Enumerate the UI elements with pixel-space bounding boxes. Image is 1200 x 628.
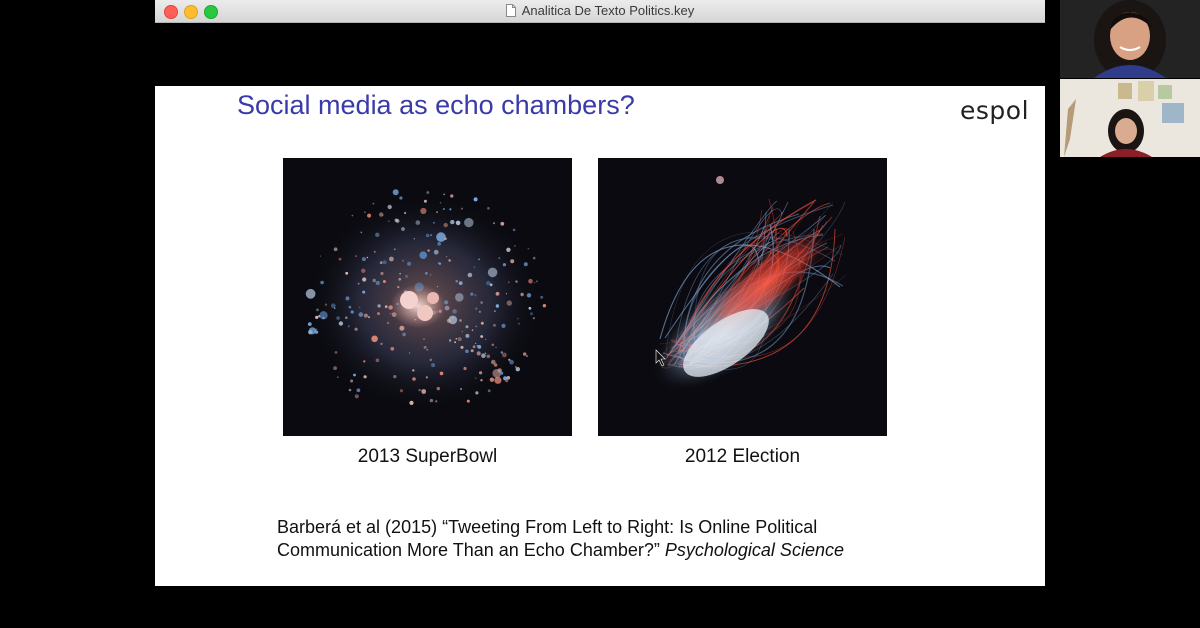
superbowl-network-graphic bbox=[283, 158, 572, 436]
slide-title: Social media as echo chambers? bbox=[237, 90, 635, 120]
participant-video-1[interactable] bbox=[1060, 0, 1200, 78]
citation-journal: Psychological Science bbox=[664, 540, 844, 560]
participant-1-avatar bbox=[1060, 0, 1200, 78]
election-caption: 2012 Election bbox=[684, 446, 801, 467]
citation-title-end: Communication More Than an Echo Chamber?” bbox=[277, 540, 660, 560]
participant-video-2[interactable] bbox=[1060, 79, 1200, 157]
election-network-image bbox=[598, 158, 887, 436]
citation-line-2 bbox=[277, 539, 844, 562]
document-icon bbox=[506, 4, 516, 17]
superbowl-network-image bbox=[283, 158, 572, 436]
title-bar[interactable] bbox=[155, 0, 1045, 23]
espol-logo: espol bbox=[960, 96, 1030, 125]
participant-2-avatar bbox=[1060, 79, 1200, 157]
election-network-graphic bbox=[598, 158, 887, 436]
citation-line-1: Barberá et al (2015) “Tweeting From Left to Right: Is Online Political bbox=[277, 517, 818, 537]
superbowl-caption: 2013 SuperBowl bbox=[357, 446, 498, 467]
citation bbox=[277, 516, 844, 562]
slide bbox=[155, 86, 1045, 586]
window-title-text: Analitica De Texto Politics.key bbox=[521, 3, 695, 18]
presentation-window bbox=[155, 0, 1045, 628]
window-title bbox=[155, 3, 1045, 18]
